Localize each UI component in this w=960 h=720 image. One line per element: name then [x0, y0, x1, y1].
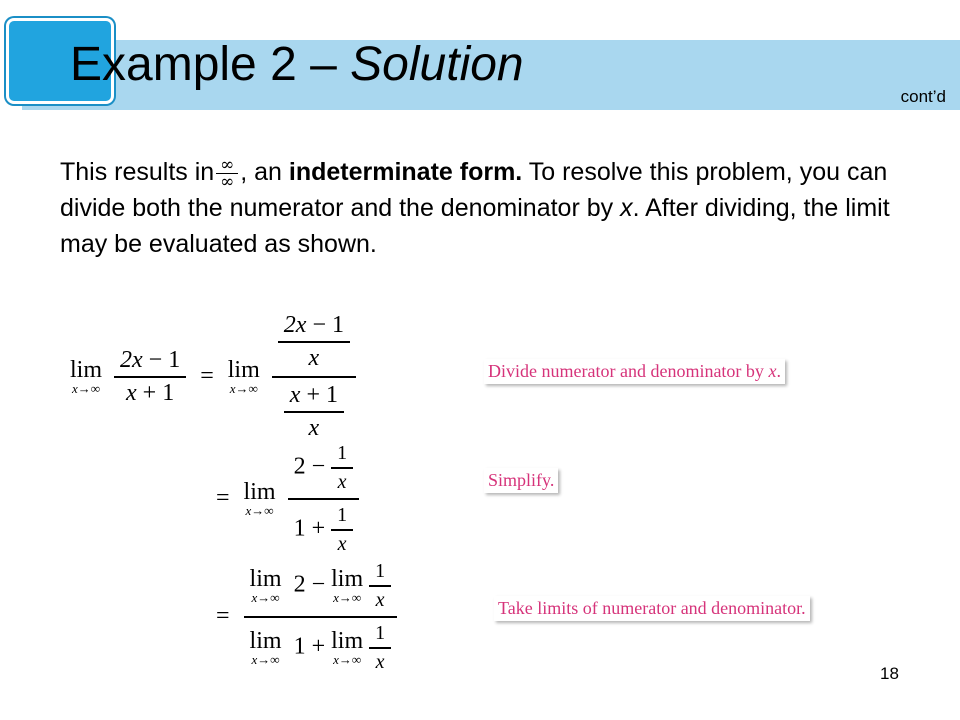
- infinity-over-infinity: ∞ ∞: [216, 157, 238, 190]
- page-number: 18: [880, 664, 899, 683]
- step-note-divide: Divide numerator and denominator by x.: [484, 359, 785, 384]
- limit-operator: lim x→∞: [243, 479, 276, 518]
- equation-line-3: = lim x→∞ 2 − lim x→∞ $\frac{1}{x}$ lim x→∞ 1 + lim x→∞ $\frac{1}{x}$: [216, 556, 397, 678]
- step-note-take-limits: Take limits of numerator and denominator.: [494, 596, 810, 621]
- fraction: $\frac{2x - 1}{x + 1}$: [114, 345, 186, 409]
- limit-operator: lim x→∞: [70, 357, 103, 396]
- limit-operator: lim x→∞: [227, 357, 260, 396]
- equation-line-2: = lim x→∞ 2 − $\frac{1}{x}$ 1 + $\frac{1}{x}$: [216, 438, 359, 560]
- continued-label: cont’d: [900, 87, 946, 106]
- slide-title: Example 2 – Solution: [70, 38, 524, 91]
- step-note-simplify: Simplify.: [484, 468, 558, 493]
- compound-fraction: $\frac{\frac{2x - 1}{x}}{\frac{x + 1}{x}}$: [272, 308, 356, 446]
- equation-line-1: lim x→∞ $\frac{2x - 1}{x + 1}$ = lim x→∞ $\frac{\frac{2x - 1}{x}}{\frac{x + 1}{x}}$: [70, 308, 356, 446]
- simplified-fraction: 2 − $\frac{1}{x}$ 1 + $\frac{1}{x}$: [288, 438, 360, 560]
- body-paragraph: This results in ∞ ∞ , an indeterminate form. To resolve this problem, you can divide both the numerator and the denominator by x. After dividing, the limit may be evaluated as shown.: [60, 154, 890, 258]
- limits-fraction: lim x→∞ 2 − lim x→∞ $\frac{1}{x}$ lim x→∞ 1 + lim x→∞ $\frac{1}{x}$: [244, 556, 398, 678]
